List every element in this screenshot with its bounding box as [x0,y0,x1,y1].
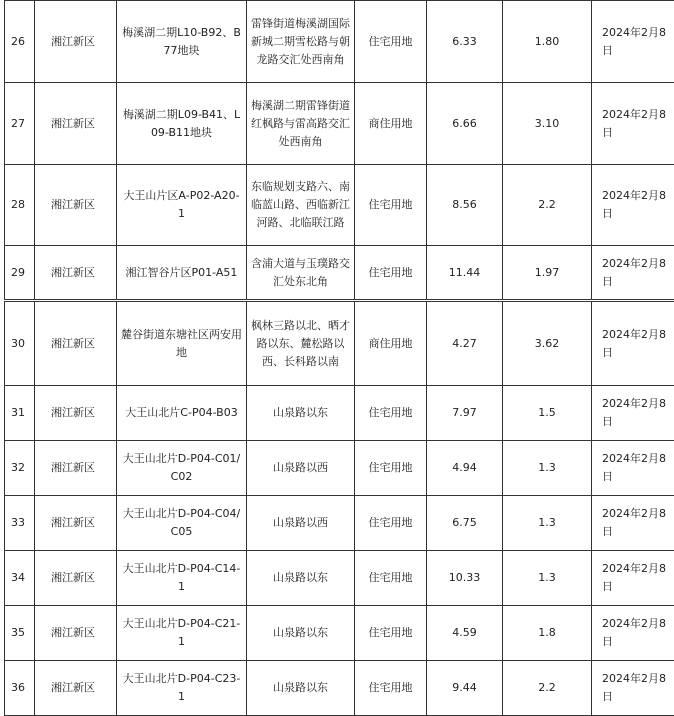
district-cell: 湘江新区 [35,301,117,386]
parcel-cell: 大王山北片D-P04-C04/C05 [117,496,247,551]
location-cell: 山泉路以西 [247,496,355,551]
plot-ratio-cell: 1.3 [503,496,592,551]
area-cell: 7.97 [427,386,503,441]
parcel-cell: 大王山北片D-P04-C21-1 [117,606,247,661]
row-number: 32 [5,441,35,496]
area-cell: 6.75 [427,496,503,551]
plot-ratio-cell: 1.3 [503,441,592,496]
table-row [5,165,674,246]
date-cell: 2024年2月8日 [592,246,674,301]
land-use-cell: 住宅用地 [355,661,427,716]
area-cell: 8.56 [427,165,503,246]
plot-ratio-cell: 2.2 [503,661,592,716]
area-cell: 4.94 [427,441,503,496]
area-cell: 6.66 [427,83,503,165]
parcel-cell: 湘江智谷片区P01-A51 [117,246,247,301]
plot-ratio-cell: 3.62 [503,301,592,386]
location-cell: 山泉路以东 [247,551,355,606]
land-use-cell: 住宅用地 [355,386,427,441]
table-row [5,606,674,661]
parcel-cell: 大王山北片D-P04-C14-1 [117,551,247,606]
table-row [5,83,674,165]
land-use-cell: 住宅用地 [355,551,427,606]
area-cell: 11.44 [427,246,503,301]
district-cell: 湘江新区 [35,1,117,83]
area-cell: 4.59 [427,606,503,661]
district-cell: 湘江新区 [35,551,117,606]
location-cell: 山泉路以西 [247,441,355,496]
date-cell: 2024年2月8日 [592,661,674,716]
district-cell: 湘江新区 [35,606,117,661]
date-cell: 2024年2月8日 [592,496,674,551]
plot-ratio-cell: 1.8 [503,606,592,661]
district-cell: 湘江新区 [35,386,117,441]
date-cell: 2024年2月8日 [592,441,674,496]
plot-ratio-cell: 3.10 [503,83,592,165]
date-cell: 2024年2月8日 [592,606,674,661]
row-number: 33 [5,496,35,551]
land-use-cell: 住宅用地 [355,441,427,496]
table-row [5,301,674,386]
land-use-cell: 商住用地 [355,83,427,165]
row-number: 28 [5,165,35,246]
district-cell: 湘江新区 [35,165,117,246]
parcel-cell: 大王山片区A-P02-A20-1 [117,165,247,246]
location-cell: 枫林三路以北、晒才路以东、麓松路以西、长科路以南 [247,301,355,386]
row-number: 27 [5,83,35,165]
parcel-cell: 梅溪湖二期L10-B92、B77地块 [117,1,247,83]
location-cell: 山泉路以东 [247,386,355,441]
land-use-cell: 住宅用地 [355,606,427,661]
parcel-cell: 麓谷街道东塘社区两安用地 [117,301,247,386]
district-cell: 湘江新区 [35,83,117,165]
area-cell: 9.44 [427,661,503,716]
land-use-cell: 住宅用地 [355,165,427,246]
row-number: 26 [5,1,35,83]
table-row [5,246,674,301]
plot-ratio-cell: 1.3 [503,551,592,606]
date-cell: 2024年2月8日 [592,1,674,83]
land-use-cell: 住宅用地 [355,496,427,551]
land-use-cell: 住宅用地 [355,246,427,301]
parcel-cell: 大王山北片C-P04-B03 [117,386,247,441]
parcel-cell: 梅溪湖二期L09-B41、L09-B11地块 [117,83,247,165]
area-cell: 6.33 [427,1,503,83]
location-cell: 雷锋街道梅溪湖国际新城二期雪松路与朝龙路交汇处西南角 [247,1,355,83]
district-cell: 湘江新区 [35,441,117,496]
district-cell: 湘江新区 [35,496,117,551]
table-row [5,496,674,551]
row-number: 34 [5,551,35,606]
table-row [5,386,674,441]
parcel-cell: 大王山北片D-P04-C01/C02 [117,441,247,496]
date-cell: 2024年2月8日 [592,386,674,441]
row-number: 36 [5,661,35,716]
row-number: 31 [5,386,35,441]
row-number: 29 [5,246,35,301]
plot-ratio-cell: 1.97 [503,246,592,301]
table-row [5,661,674,716]
location-cell: 梅溪湖二期雷锋街道红枫路与雷高路交汇处西南角 [247,83,355,165]
location-cell: 东临规划支路六、南临蓝山路、西临新江河路、北临联江路 [247,165,355,246]
table-row [5,551,674,606]
date-cell: 2024年2月8日 [592,83,674,165]
district-cell: 湘江新区 [35,246,117,301]
land-use-cell: 住宅用地 [355,1,427,83]
date-cell: 2024年2月8日 [592,165,674,246]
plot-ratio-cell: 1.5 [503,386,592,441]
date-cell: 2024年2月8日 [592,551,674,606]
area-cell: 4.27 [427,301,503,386]
row-number: 35 [5,606,35,661]
parcel-cell: 大王山北片D-P04-C23-1 [117,661,247,716]
plot-ratio-cell: 2.2 [503,165,592,246]
location-cell: 山泉路以东 [247,661,355,716]
table-row [5,441,674,496]
date-cell: 2024年2月8日 [592,301,674,386]
land-use-cell: 商住用地 [355,301,427,386]
land-parcel-table [4,0,674,716]
row-number: 30 [5,301,35,386]
location-cell: 含浦大道与玉璞路交汇处东北角 [247,246,355,301]
table-row [5,1,674,83]
area-cell: 10.33 [427,551,503,606]
district-cell: 湘江新区 [35,661,117,716]
plot-ratio-cell: 1.80 [503,1,592,83]
location-cell: 山泉路以东 [247,606,355,661]
